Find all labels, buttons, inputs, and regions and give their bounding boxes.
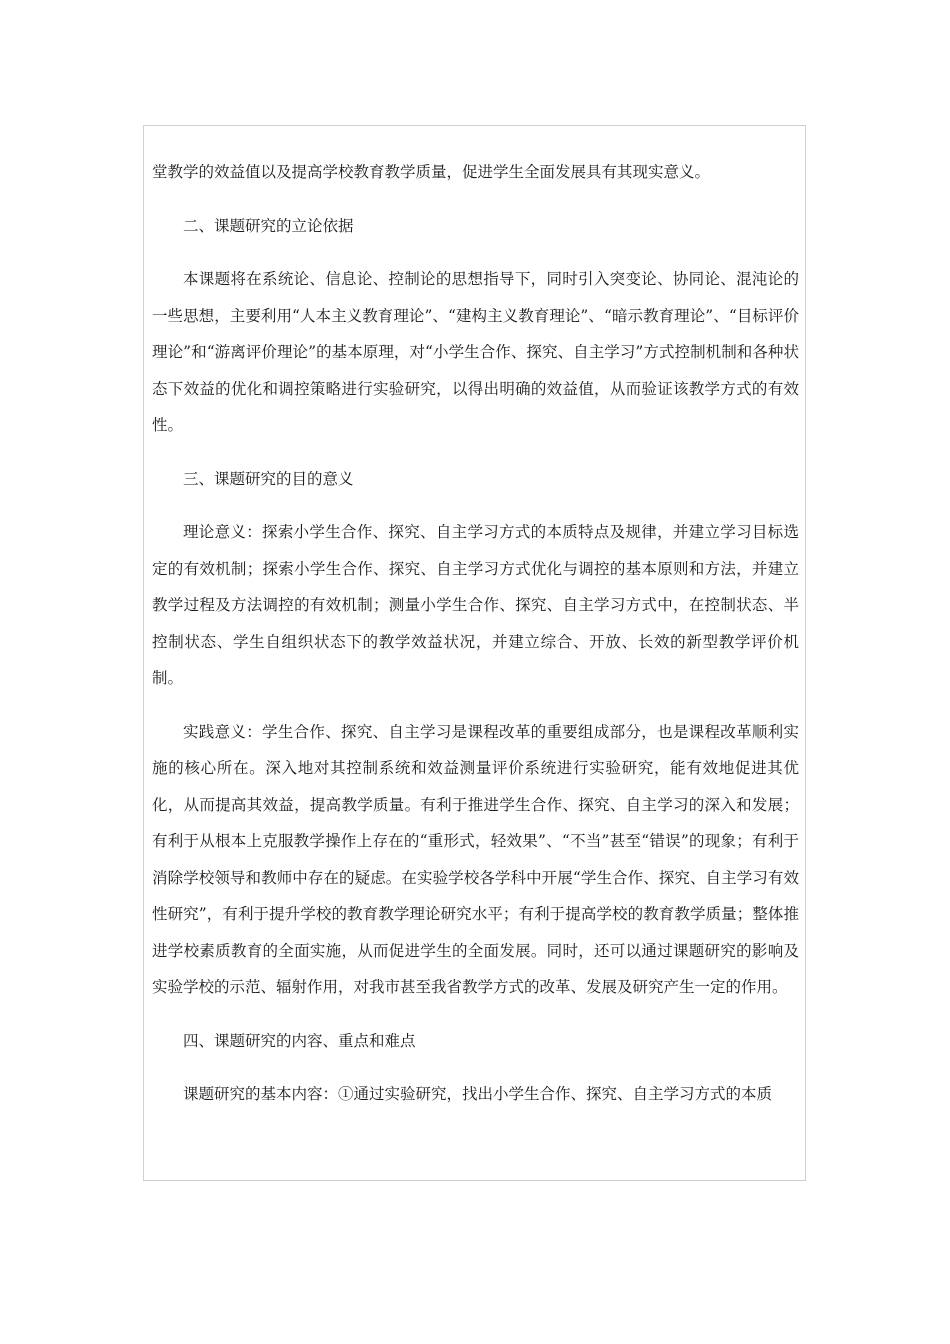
document-body bbox=[152, 154, 799, 1130]
section-heading-3: 三、课题研究的目的意义 bbox=[183, 469, 354, 488]
paragraph-theory-significance: 理论意义：探索小学生合作、探究、自主学习方式的本质特点及规律，并建立学习目标选定的有效机制；探索小学生合作、探究、自主学习方式优化与调控的基本原则和方法，并建立教学过程及方法调控的有效机制；测量小学生合作、探究、自主学习方式中，在控制状态、半控制状态、学生自组织状态下的教学效益状况，并建立综合、开放、长效的新型教学评价机制。 bbox=[152, 523, 799, 687]
paragraph-continued: 堂教学的效益值以及提高学校教育教学质量，促进学生全面发展具有其现实意义。 bbox=[152, 163, 711, 181]
paragraph-practice-significance: 实践意义：学生合作、探究、自主学习是课程改革的重要组成部分，也是课程改革顺利实施的核心所在。深入地对其控制系统和效益测量评价系统进行实验研究，能有效地促进其优化，从而提高其效益，提高教学质量。有利于推进学生合作、探究、自主学习的深入和发展；有利于从根本上克服教学操作上存在的“重形式，轻效果”、“不当”甚至“错误”的现象；有利于消除学校领导和教师中存在的疑虑。在实验学校各学科中开展“学生合作、探究、自主学习有效性研究”，有利于提升学校的教育教学理论研究水平；有利于提高学校的教育教学质量；整体推进学校素质教育的全面实施，从而促进学生的全面发展。同时，还可以通过课题研究的影响及实验学校的示范、辐射作用，对我市甚至我省教学方式的改革、发展及研究产生一定的作用。 bbox=[152, 722, 799, 996]
paragraph-research-content: 课题研究的基本内容：①通过实验研究，找出小学生合作、探究、自主学习方式的本质 bbox=[183, 1085, 773, 1103]
section-heading-4: 四、课题研究的内容、重点和难点 bbox=[183, 1031, 416, 1050]
section-heading-2: 二、课题研究的立论依据 bbox=[183, 216, 354, 235]
document-page bbox=[143, 125, 806, 1181]
paragraph-basis: 本课题将在系统论、信息论、控制论的思想指导下，同时引入突变论、协同论、混沌论的一些思想，主要利用“人本主义教育理论”、“建构主义教育理论”、“暗示教育理论”、“目标评价理论”和“游离评价理论”的基本原理，对“小学生合作、探究、自主学习”方式控制机制和各种状态下效益的优化和调控策略进行实验研究，以得出明确的效益值，从而验证该教学方式的有效性。 bbox=[152, 270, 799, 434]
